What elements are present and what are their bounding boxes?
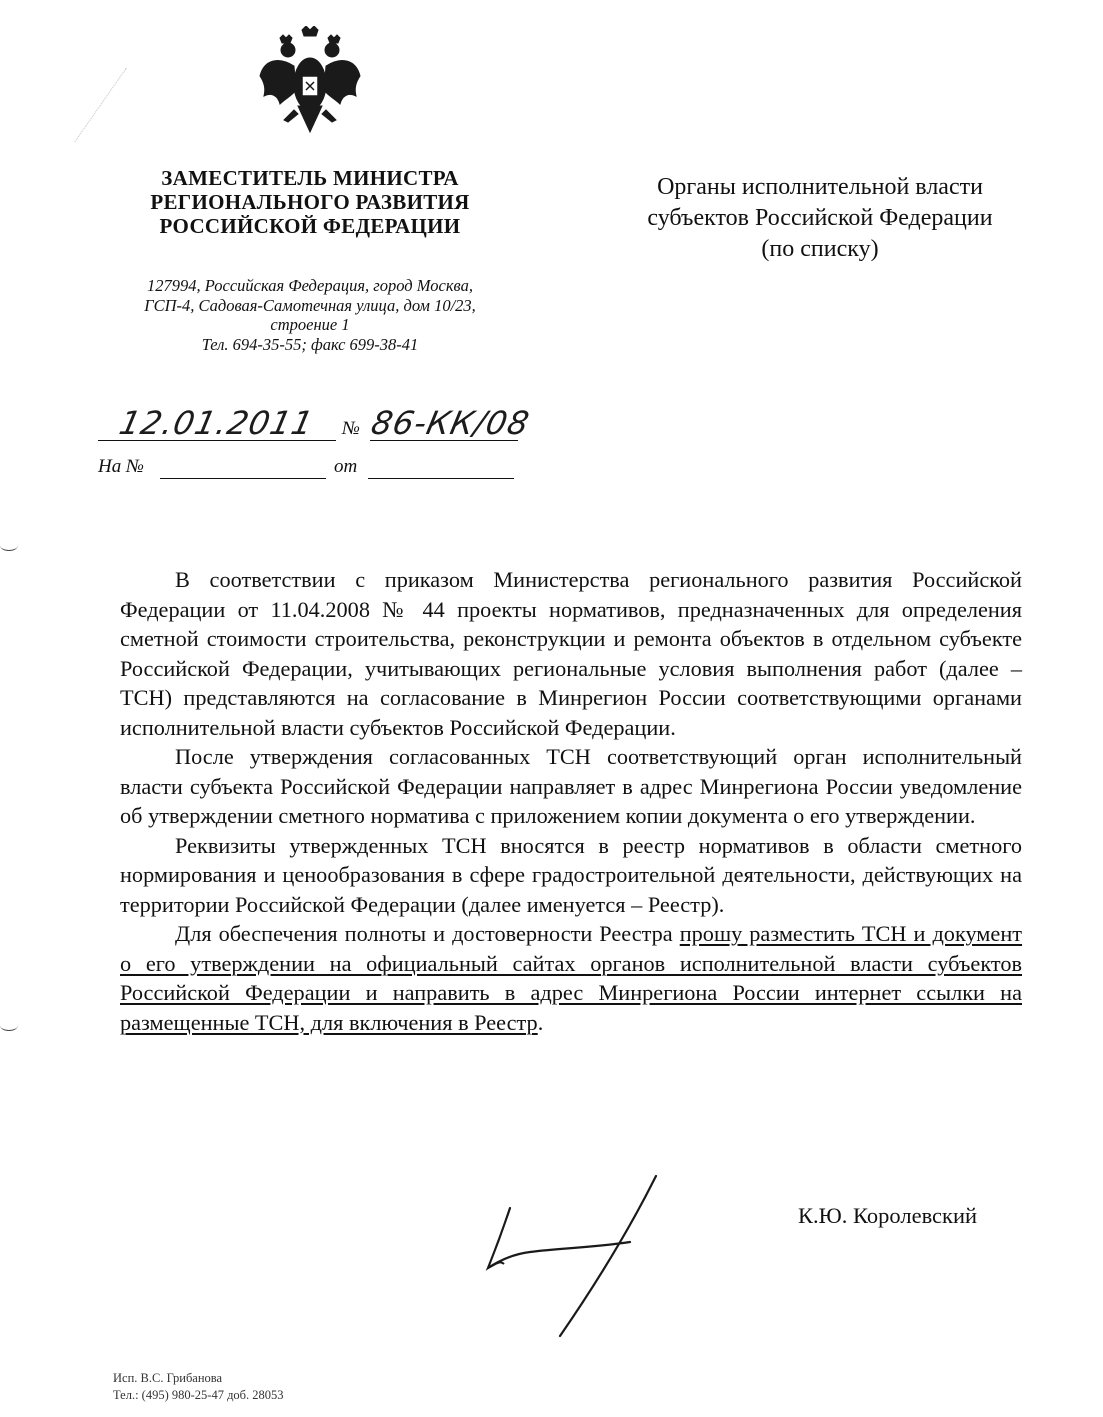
address-line3: строение 1: [270, 315, 350, 334]
paragraph-1: В соответствии с приказом Министерства регионального развития Российской Федерации от 11.04.2008 № 44 проекты нормативов, предназначенных для определения сметной стоимости строительства, реконструкции и ремонта объектов в отдельном субъекте Российской Федерации, учитывающих региональные условия выполнения работ (далее – ТСН) представляются на согласование в Минрегион России соответствующими органами исполнительной власти субъектов Российской Федерации.: [120, 567, 1022, 740]
signer-name: К.Ю. Королевский: [798, 1203, 978, 1228]
sender-title-line2: РЕГИОНАЛЬНОГО РАЗВИТИЯ: [150, 190, 470, 214]
reply-date-line: [368, 478, 514, 479]
address-line1: 127994, Российская Федерация, город Москва,: [147, 276, 473, 295]
scan-mark: [74, 68, 126, 142]
addressee-line3: (по списку): [761, 236, 879, 262]
registration-date: 12.01.2011: [115, 404, 318, 442]
sender-title-line3: РОССИЙСКОЙ ФЕДЕРАЦИИ: [159, 214, 461, 238]
executor-name: Исп. В.С. Грибанова: [113, 1371, 223, 1385]
addressee-block: [560, 172, 1080, 265]
sender-title: [90, 166, 530, 238]
scan-mark: [0, 1020, 18, 1031]
executor-info: [113, 1370, 284, 1404]
addressee-line1: Органы исполнительной власти: [657, 174, 983, 200]
addressee-line2: субъектов Российской Федерации: [647, 205, 993, 231]
number-label: №: [342, 418, 360, 439]
paragraph-4-end: .: [537, 1009, 544, 1035]
registration-number: 86-КК/08: [367, 404, 534, 442]
scan-mark: [0, 540, 18, 551]
request-highlight: прошу разместить ТСН и документ о его утверждении на официальный сайтах органов исполнительной власти субъектов Российской Федерации и направить в адрес Минрегиона России интернет ссылки на размещенные ТСН, для включения в Реестр: [120, 921, 1022, 1035]
letter-body: [120, 565, 1022, 1037]
address-line2: ГСП-4, Садовая-Самотечная улица, дом 10/23,: [144, 295, 476, 315]
paragraph-3: Реквизиты утвержденных ТСН вносятся в реестр нормативов в области сметного нормирования и ценообразования в сфере градостроительной деятельности, действующих на территории Российской Федерации (далее именуется – Реестр).: [120, 832, 1022, 917]
executor-phone: Тел.: (495) 980-25-47 доб. 28053: [113, 1388, 284, 1402]
reply-number-line: [160, 478, 326, 479]
coat-of-arms-icon: [258, 26, 362, 138]
reply-to-label: На №: [98, 456, 144, 477]
from-label: от: [334, 456, 358, 477]
paragraph-4-start: Для обеспечения полноты и достоверности Реестра: [175, 921, 680, 946]
sender-title-line1: ЗАМЕСТИТЕЛЬ МИНИСТРА: [161, 166, 459, 190]
sender-address: [90, 276, 530, 354]
address-line4: Тел. 694-35-55; факс 699-38-41: [201, 334, 419, 354]
paragraph-4: [120, 919, 1022, 1037]
paragraph-2: После утверждения согласованных ТСН соответствующий орган исполнительный власти субъекта Российской Федерации направляет в адрес Минрегиона России уведомление об утверждении сметного норматива с приложением копии документа о его утверждении.: [120, 744, 1022, 828]
handwritten-signature: [470, 1168, 670, 1338]
